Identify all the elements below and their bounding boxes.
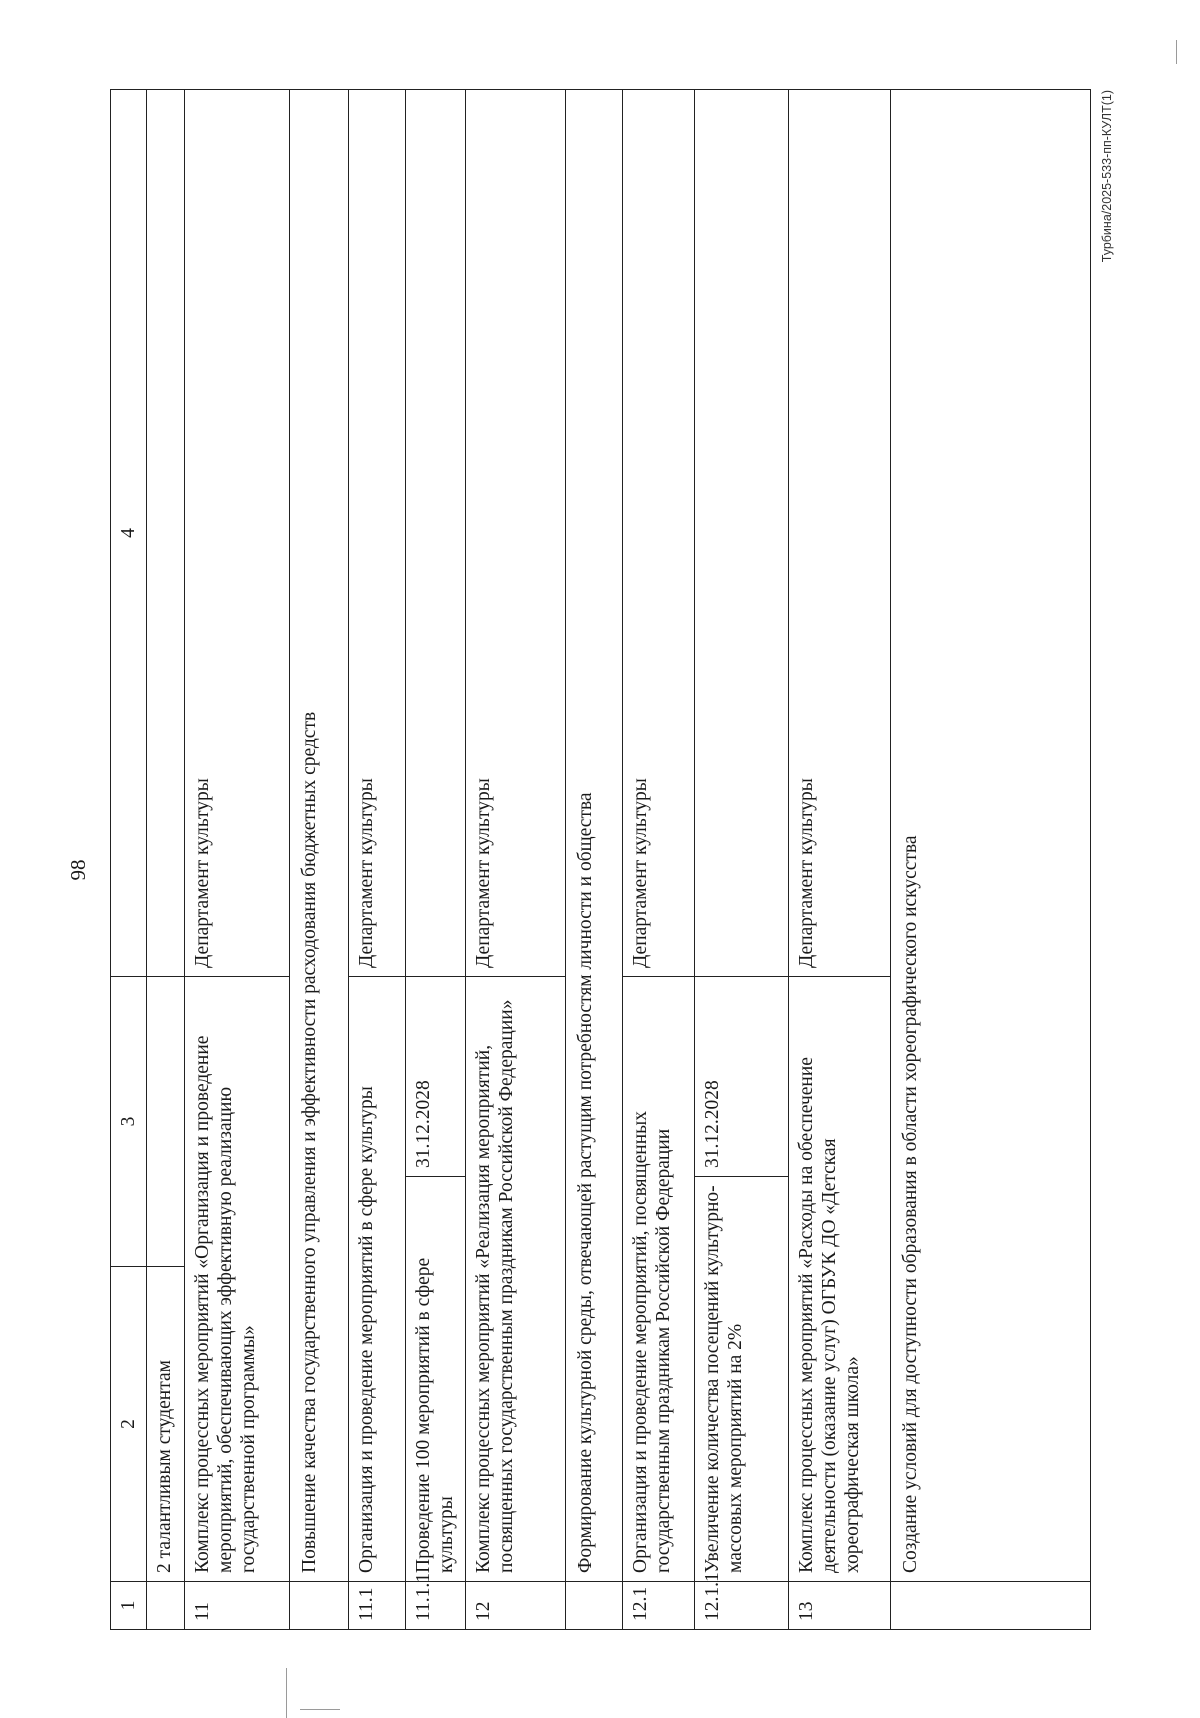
- row-number-cell: 11.1.1: [406, 1582, 466, 1630]
- section-title: Повышение качества государственного управления и эффективности расходования бюджетных средств: [290, 90, 349, 1582]
- row-number-cell: [290, 1582, 349, 1630]
- row-responsible-cell: [406, 90, 466, 977]
- table-row: [789, 90, 891, 1630]
- header-col-1: 1: [111, 1582, 147, 1630]
- section-title: Формирование культурной среды, отвечающей растущим потребностям личности и общества: [566, 90, 623, 1582]
- table-header-row: [111, 90, 147, 1630]
- row-name-cell: 2 талантливым студентам: [147, 1267, 185, 1582]
- document-page: [66, 90, 1114, 1630]
- row-responsible-cell: Департамент культуры: [466, 90, 566, 977]
- scan-artifact: [300, 1709, 340, 1710]
- row-number-cell: 12: [466, 1582, 566, 1630]
- row-name-cell: Комплекс процессных мероприятий «Реализация мероприятий, посвященных государственным праздникам Российской Федерации»: [466, 977, 566, 1582]
- row-number-cell: 11.1: [349, 1582, 406, 1630]
- row-responsible-cell: Департамент культуры: [185, 90, 290, 977]
- section-title: Создание условий для доступности образования в области хореографического искусства: [891, 90, 1091, 1582]
- page-number: 98: [66, 859, 90, 881]
- section-row: [891, 90, 1091, 1630]
- row-name-cell: Организация и проведение мероприятий, посвященных государственным праздникам Российской Федерации: [623, 977, 695, 1582]
- header-col-3: 3: [111, 977, 147, 1267]
- header-col-2: 2: [111, 1267, 147, 1582]
- row-date-cell: 31.12.2028: [695, 977, 789, 1177]
- row-responsible-cell: [147, 90, 185, 977]
- row-name-cell: Комплекс процессных мероприятий «Расходы на обеспечение деятельности (оказание услуг) ОГБУК ДО «Детская хореографическая школа»: [789, 977, 891, 1582]
- row-number-cell: [891, 1582, 1091, 1630]
- row-responsible-cell: Департамент культуры: [623, 90, 695, 977]
- row-name-cell: Увеличение количества посещений культурно-массовых мероприятий на 2%: [695, 1177, 789, 1582]
- row-responsible-cell: Департамент культуры: [789, 90, 891, 977]
- row-name-cell: Комплекс процессных мероприятий «Организация и проведение мероприятий, обеспечивающих эффективную реализацию государственной программы»: [185, 977, 290, 1582]
- row-number-cell: 12.1: [623, 1582, 695, 1630]
- row-name-cell: Организация и проведение мероприятий в сфере культуры: [349, 977, 406, 1582]
- row-number-cell: 11: [185, 1582, 290, 1630]
- table-row: [466, 90, 566, 1630]
- scan-artifact: [1176, 40, 1177, 64]
- table-row: [695, 90, 789, 1630]
- row-number-cell: [147, 1582, 185, 1630]
- row-responsible-cell: [695, 90, 789, 977]
- row-number-cell: 12.1.1: [695, 1582, 789, 1630]
- row-date-cell: 31.12.2028: [406, 977, 466, 1177]
- table-row: [349, 90, 406, 1630]
- row-number-cell: 13: [789, 1582, 891, 1630]
- section-row: [290, 90, 349, 1630]
- document-footer-code: Турбина/2025-533-пп-КУЛТ(1): [1100, 90, 1114, 263]
- table-row: [406, 90, 466, 1630]
- row-name-cell: Проведение 100 мероприятий в сфере культуры: [406, 1177, 466, 1582]
- row-responsible-cell: Департамент культуры: [349, 90, 406, 977]
- scan-artifact: [286, 1668, 287, 1718]
- row-number-cell: [566, 1582, 623, 1630]
- table-row: [147, 90, 185, 1630]
- table-row: [623, 90, 695, 1630]
- table-row: [185, 90, 290, 1630]
- program-activities-table: [110, 89, 1091, 1630]
- section-row: [566, 90, 623, 1630]
- header-col-4: 4: [111, 90, 147, 977]
- row-date-cell: [147, 977, 185, 1267]
